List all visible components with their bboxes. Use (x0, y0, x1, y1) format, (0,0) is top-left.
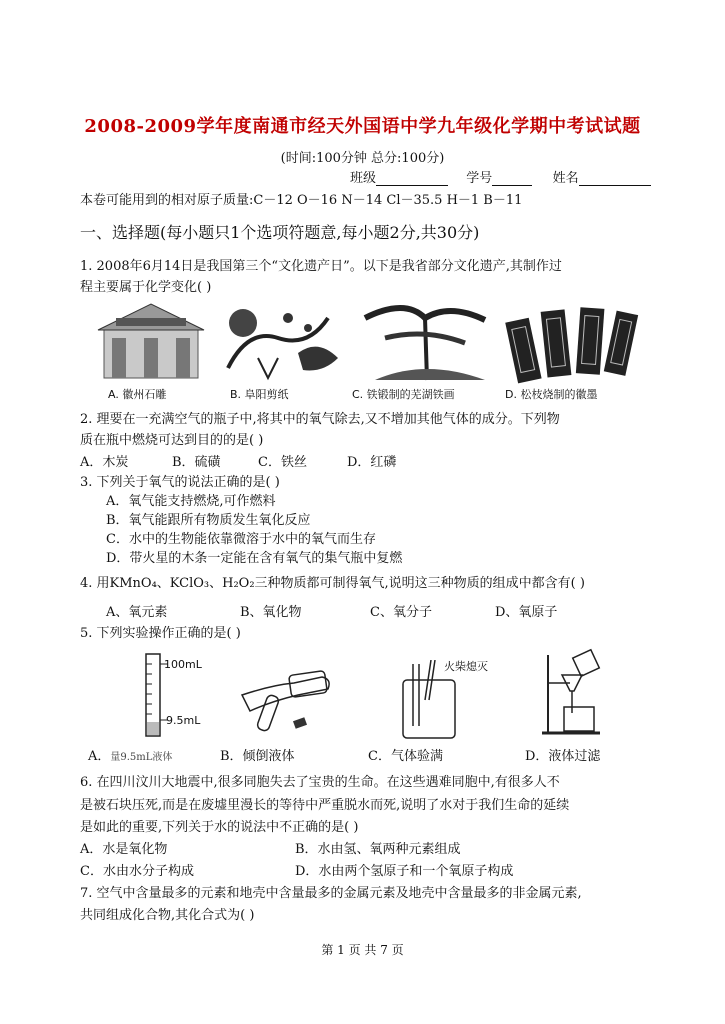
label-match-out: 火柴熄灭 (444, 660, 488, 673)
atomic-mass-line: 本卷可能用到的相对原子质量:C－12 O－16 N－14 Cl－35.5 H－1 B－11 (80, 193, 523, 208)
class-label: 班级 (350, 171, 377, 186)
q7-stem-line2: 共同组成化合物,其化合式为( ) (80, 908, 255, 923)
q3-option-b[interactable]: B．氧气能跟所有物质发生氧化反应 (106, 513, 311, 528)
q2-stem-line2: 质在瓶中燃烧可达到目的的是( ) (80, 433, 264, 448)
label-100ml: 100mL (164, 658, 202, 671)
name-label: 姓名 (552, 171, 579, 186)
q6-option-b[interactable]: B．水由氢、氧两种元素组成 (295, 842, 461, 857)
q1-stem-line1: 1. 2008年6月14日是我国第三个“文化遗产日”。以下是我省部分文化遗产,其制作过 (80, 259, 562, 274)
student-info-line (350, 167, 651, 186)
q1-stem-line2: 程主要属于化学变化( ) (80, 280, 212, 295)
q6-stem-line3: 是如此的重要,下列关于水的说法中不正确的是( ) (80, 820, 359, 835)
page-title: 2008-2009学年度南通市经天外国语中学九年级化学期中考试试题 (84, 116, 641, 137)
class-blank[interactable] (376, 172, 448, 186)
q2-option-a[interactable]: A．木炭 (80, 455, 129, 470)
q4-option-b[interactable]: B、氧化物 (240, 605, 302, 620)
q3-option-c[interactable]: C．水中的生物能依靠微溶于水中的氧气而生存 (106, 532, 376, 547)
filtration-setup-icon (540, 645, 610, 740)
name-blank[interactable] (579, 172, 651, 186)
q6-stem-line1: 6. 在四川汶川大地震中,很多同胞失去了宝贵的生命。在这些遇难同胞中,有很多人不 (80, 775, 560, 790)
q4-option-d[interactable]: D、氧原子 (495, 605, 558, 620)
id-label: 学号 (466, 171, 493, 186)
section-heading: 一、选择题(每小题只1个选项符题意,每小题2分,共30分) (80, 223, 480, 242)
q5-option-c[interactable]: C．气体验满 (368, 749, 443, 764)
q3-stem: 3. 下列关于氧气的说法正确的是( ) (80, 475, 280, 490)
q5-stem: 5. 下列实验操作正确的是( ) (80, 626, 241, 641)
q7-stem-line1: 7. 空气中含量最多的元素和地壳中含量最多的金属元素及地壳中含量最多的非金属元素, (80, 886, 582, 901)
q4-option-a[interactable]: A、氧元素 (106, 605, 168, 620)
q3-option-d[interactable]: D．带火星的木条一定能在含有氧气的集气瓶中复燃 (106, 551, 403, 566)
label-9-5ml: 9.5mL (166, 714, 201, 727)
q6-option-a[interactable]: A．水是氧化物 (80, 842, 168, 857)
q2-option-c[interactable]: C．铁丝 (258, 455, 307, 470)
stone-archway-image (96, 298, 206, 384)
q5-option-d[interactable]: D．液体过滤 (525, 749, 601, 764)
q1-option-a: A. 徽州石雕 (108, 388, 167, 401)
pouring-liquid-icon (232, 655, 342, 735)
exam-time-score: (时间:100分钟 总分:100分) (280, 151, 445, 166)
q6-option-c[interactable]: C．水由水分子构成 (80, 864, 194, 879)
q4-stem: 4. 用KMnO₄、KClO₃、H₂O₂三种物质都可制得氧气,说明这三种物质的组成中都含有( ) (80, 576, 585, 591)
q1-option-b: B. 阜阳剪纸 (230, 388, 289, 401)
q2-option-b[interactable]: B．硫磺 (172, 455, 221, 470)
q1-option-c: C. 铁锻制的芜湖铁画 (352, 388, 455, 401)
id-blank[interactable] (492, 172, 532, 186)
iron-painting-image (355, 298, 495, 384)
q2-stem-line1: 2. 理要在一充满空气的瓶子中,将其中的氧气除去,又不增加其他气体的成分。下列物 (80, 412, 560, 427)
q1-option-d: D. 松枝烧制的徽墨 (505, 388, 598, 401)
page-footer: 第 1 页 共 7 页 (321, 943, 404, 957)
paper-cut-image (208, 298, 348, 384)
q2-option-d[interactable]: D．红磷 (347, 455, 397, 470)
q6-option-d[interactable]: D．水由两个氢原子和一个氧原子构成 (295, 864, 514, 879)
q4-option-c[interactable]: C、氧分子 (370, 605, 432, 620)
q5-option-a-handwriting: 量9.5mL液体 (110, 752, 173, 763)
q6-stem-line2: 是被石块压死,而是在废墟里漫长的等待中严重脱水而死,说明了水对于我们生命的延续 (80, 798, 570, 813)
q3-option-a[interactable]: A．氧气能支持燃烧,可作燃料 (106, 494, 276, 509)
q5-option-b[interactable]: B．倾倒液体 (220, 749, 295, 764)
ink-sticks-image (500, 298, 640, 384)
q5-option-a[interactable]: A．量9.5mL液体 (88, 749, 173, 764)
